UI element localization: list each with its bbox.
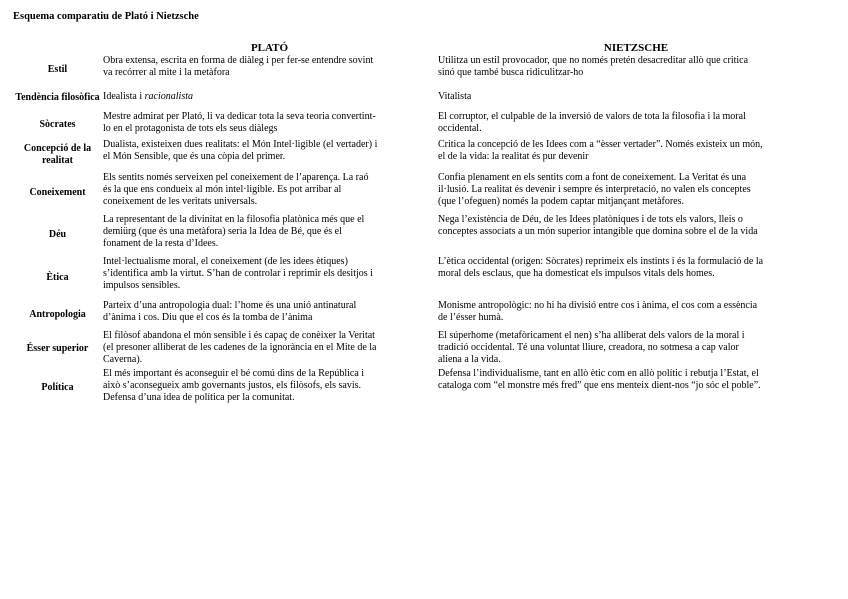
table-row (13, 55, 835, 85)
italic-term: racionalista (144, 91, 193, 102)
plato-line: el Món Sensible, que és una còpia del primer. (103, 151, 286, 162)
plato-cell (102, 172, 437, 214)
plato-line: impulsos sensibles. (103, 280, 181, 291)
plato-cell (102, 330, 437, 368)
plato-line: d’ànima i cos. Diu que el cos és la tomba de l’ànima (103, 312, 313, 323)
nietzsche-header: NIETZSCHE (603, 42, 669, 54)
plato-line: demiürg (que és una metàfora) seria la Idea de Bé, que és el (103, 226, 342, 237)
plato-line: Els sentits només serveixen pel coneixement de l’aparença. La raó (103, 172, 369, 183)
nietzsche-line: conceptes associats a un món superior intangible que domina sobre el de la vida (438, 226, 758, 237)
nietzsche-line: Defensa l’individualisme, tant en allò ètic com en allò polític i rebutja l’Estat, el (438, 368, 759, 379)
plato-line: coneixement de les veritats universals. (103, 196, 258, 207)
nietzsche-line: cataloga com “el monstre més fred” que ens menteix dient-nos “jo sóc el poble”. (438, 380, 761, 391)
nietzsche-line: moral dels esclaus, que ha domesticat els impulsos vitals dels homes. (438, 268, 715, 279)
plato-cell (102, 139, 437, 172)
criterion-header (13, 40, 102, 55)
row-label: Estil (47, 63, 68, 75)
nietzsche-line: Utilitza un estil provocador, que no només pretén desacreditar allò que critica (438, 55, 749, 66)
nietzsche-line: aliena a la vida. (438, 354, 501, 365)
nietzsche-cell (437, 85, 835, 111)
row-label: Política (41, 381, 74, 393)
nietzsche-cell (437, 214, 835, 256)
table-row (13, 368, 835, 408)
plato-line: Idealista i racionalista (103, 91, 193, 102)
nietzsche-line: el de la vida: la realitat és pur devenir (438, 151, 589, 162)
nietzsche-cell (437, 368, 835, 408)
table-row (13, 111, 835, 139)
row-label: Antropologia (29, 308, 86, 320)
document-title: Esquema comparatiu de Plató i Nietzsche (13, 11, 199, 22)
nietzsche-line: Monisme antropològic: no hi ha divisió entre cos i ànima, el cos com a essència (438, 300, 758, 311)
plato-line: fonament de la resta d’Idees. (103, 238, 219, 249)
nietzsche-cell (437, 330, 835, 368)
plato-line: Intel·lectualisme moral, el coneixement (de les idees ètiques) (103, 256, 348, 267)
plato-line: això s’aconsegueix amb governants justos, els filòsofs, els savis. (103, 380, 362, 391)
plato-line: va recórrer al mite i la metàfora (103, 67, 230, 78)
nietzsche-line: Nega l’existència de Déu, de les Idees platòniques i de tots els valors, lleis o (438, 214, 743, 225)
plato-line: lo en el protagonista de tots els seus diàlegs (103, 123, 278, 134)
plato-line: El filòsof abandona el món sensible i és capaç de conèixer la Veritat (103, 330, 375, 341)
plato-line: Dualista, existeixen dues realitats: el Món Intel·ligible (el vertader) i (103, 139, 378, 150)
row-label: Coneixement (29, 186, 86, 198)
plato-cell (102, 85, 437, 111)
row-label: Ètica (46, 271, 69, 283)
plato-line: Caverna). (103, 354, 143, 365)
nietzsche-cell (437, 256, 835, 300)
plato-cell (102, 214, 437, 256)
nietzsche-cell (437, 172, 835, 214)
nietzsche-line: sinó que també busca ridiculitzar-ho (438, 67, 584, 78)
plato-line: Mestre admirat per Plató, li va dedicar tota la seva teoria convertint- (103, 111, 376, 122)
plato-cell (102, 55, 437, 85)
nietzsche-line: occidental. (438, 123, 482, 134)
plato-line: El més important és aconseguir el bé comú dins de la República i (103, 368, 365, 379)
nietzsche-line: El súperhome (metafòricament el nen) s’ha alliberat dels valors de la moral i (438, 330, 745, 341)
nietzsche-cell (437, 111, 835, 139)
table-row (13, 330, 835, 368)
table-row (13, 139, 835, 172)
plato-line: (el presoner alliberat de les cadenes de la ignorància en el Mite de la (103, 342, 377, 353)
row-label: Ésser superior (26, 342, 89, 354)
nietzsche-line: Vitalista (438, 91, 472, 102)
nietzsche-line: El corruptor, el culpable de la inversió de valors de tota la filosofia i la moral (438, 111, 746, 122)
plato-cell (102, 111, 437, 139)
plato-cell (102, 256, 437, 300)
nietzsche-line: Critica la concepció de les Idees com a “èsser vertader”. Només existeix un món, (438, 139, 763, 150)
table-row (13, 172, 835, 214)
plato-line: és la que ens condueix al món intel·ligible. Es pot arribar al (103, 184, 342, 195)
nietzsche-cell (437, 55, 835, 85)
nietzsche-cell (437, 300, 835, 330)
table-row (13, 256, 835, 300)
nietzsche-line: (que l’ofeguen) només la podem captar mitjançant metàfores. (438, 196, 685, 207)
plato-line: Defensa d’una idea de política per la comunitat. (103, 392, 295, 403)
row-label: Tendència filosòfica (15, 91, 100, 103)
nietzsche-line: de l’ésser humà. (438, 312, 504, 323)
table-row (13, 300, 835, 330)
plato-cell (102, 368, 437, 408)
table-body (13, 55, 835, 408)
plato-header: PLATÓ (250, 42, 289, 54)
table-row (13, 214, 835, 256)
plato-cell (102, 300, 437, 330)
nietzsche-cell (437, 139, 835, 172)
plato-line: La representant de la divinitat en la filosofia platònica més que el (103, 214, 365, 225)
plato-line: s’identifica amb la virtut. S’han de controlar i reprimir els desitjos i (103, 268, 373, 279)
row-label: Concepció de la realitat (23, 143, 92, 166)
nietzsche-line: il·lusió. La realitat és devenir i sempre és interpretació, no valen els conceptes (438, 184, 751, 195)
header-row (13, 40, 835, 55)
plato-line: Parteix d’una antropologia dual: l’home és una unió antinatural (103, 300, 357, 311)
comparison-table (13, 40, 835, 408)
nietzsche-line: Confia plenament en els sentits com a font de coneixement. La Veritat és una (438, 172, 747, 183)
row-label: Déu (48, 228, 67, 240)
table-row (13, 85, 835, 111)
nietzsche-line: L’ètica occidental (origen: Sòcrates) reprimeix els instints i és la formulació de la (438, 256, 764, 267)
row-label: Sòcrates (39, 118, 76, 130)
nietzsche-line: tradició occidental. Té una voluntat lliure, creadora, no sotmesa a cap valor (438, 342, 739, 353)
plato-line: Obra extensa, escrita en forma de diàleg i per fer-se entendre sovint (103, 55, 374, 66)
